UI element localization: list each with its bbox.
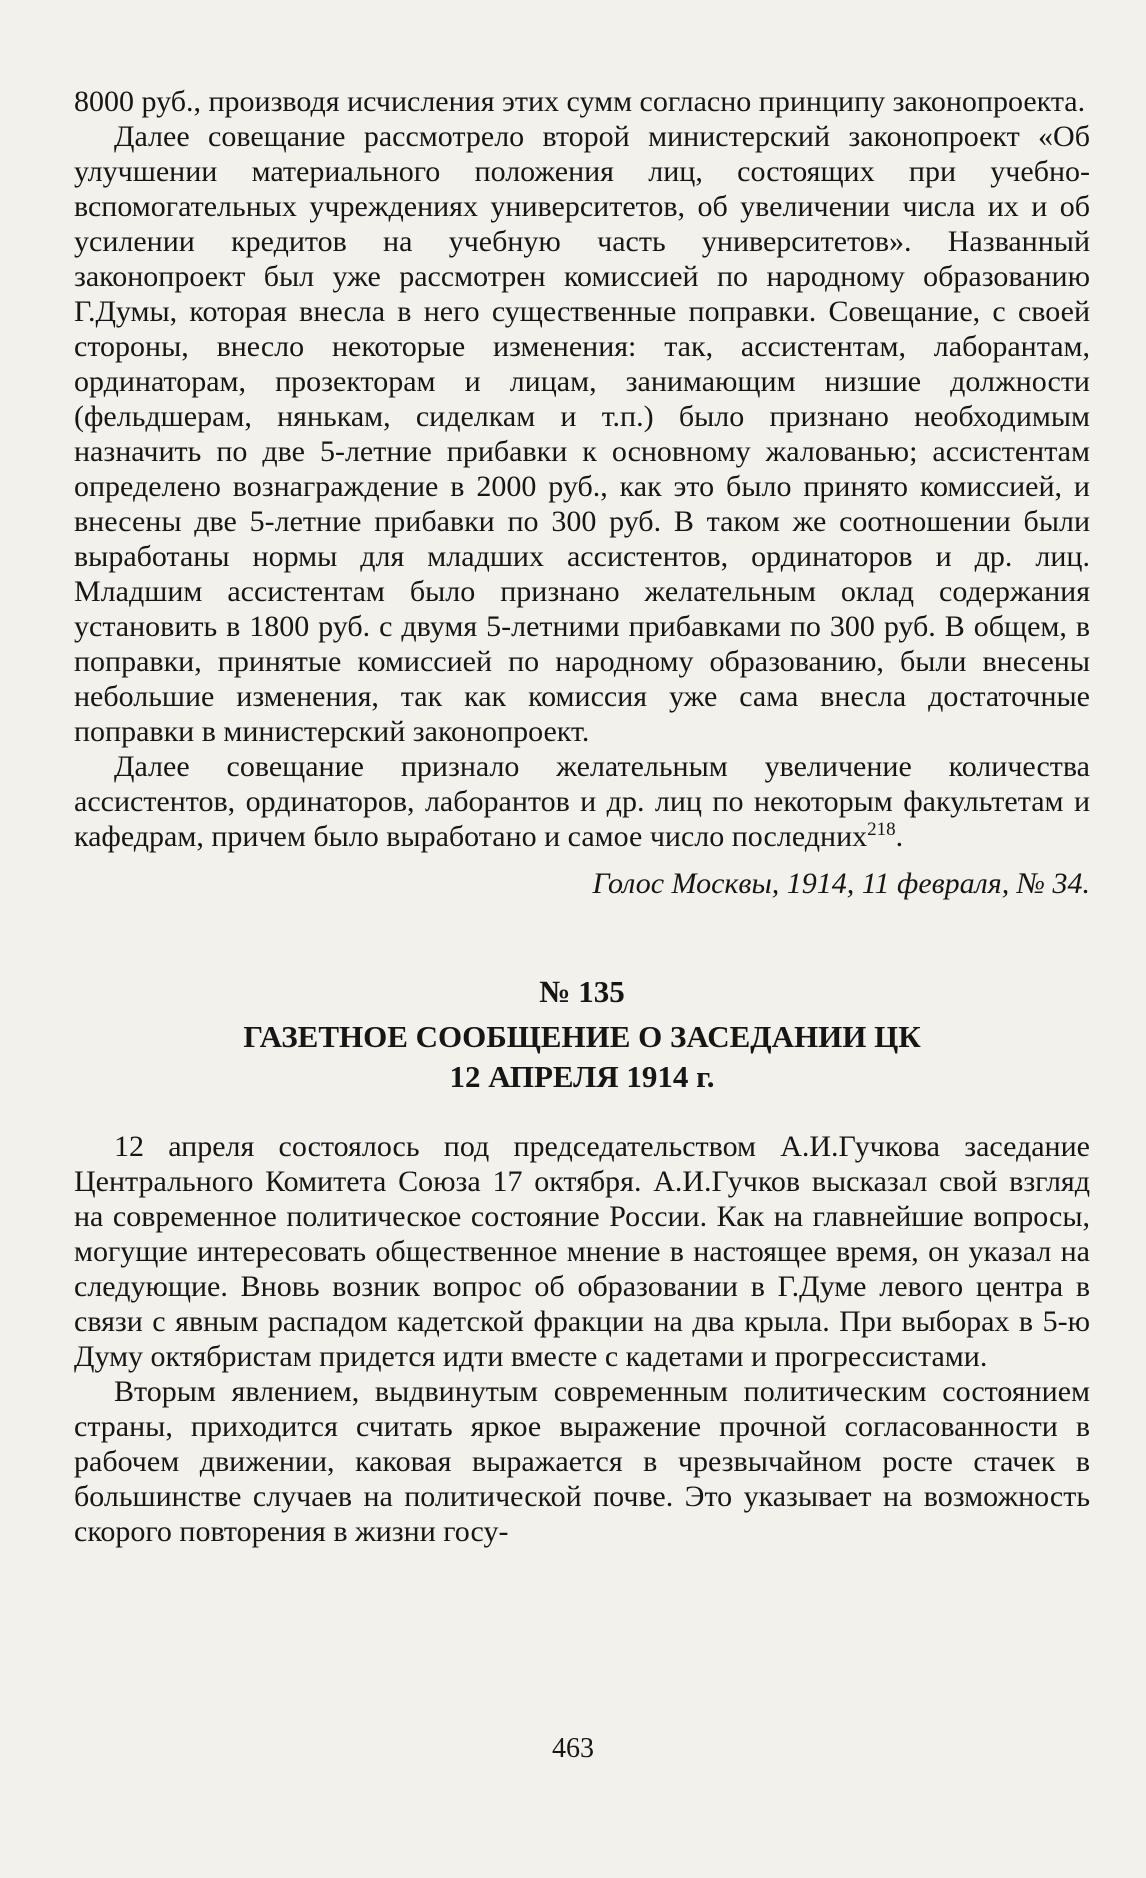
paragraph: Далее совещание рассмотрело второй министерский законопроект «Об улучшении материального положения лиц, состоящих при учебно-вспомогательных учреждениях университетов, об увеличении числа их и об усилении кредитов на учебную часть университетов». Названный законопроект был уже рассмотрен комиссией по народному образованию Г.Думы, которая внесла в него существенные поправки. Совещание, с своей стороны, внесло некоторые изменения: так, ассистентам, лаборантам, ординаторам, прозекторам и лицам, занимающим низшие должности (фельдшерам, нянькам, сиделкам и т.п.) было признано необходимым назначить по две 5-летние прибавки к основному жалованью; ассистентам определено вознаграждение в 2000 руб., как это было принято комиссией, и внесены две 5-летние прибавки по 300 руб. В таком же соотношении были выработаны нормы для младших ассистентов, ординаторов и др. лиц. Младшим ассистентам было признано желательным оклад содержания установить в 1800 руб. с двумя 5-летними прибавками по 300 руб. В общем, в поправки, принятые комиссией по народному образованию, были внесены небольшие изменения, так как комиссия уже сама внесла достаточные поправки в министерский законопроект. [74, 120, 1090, 748]
spacer [74, 1097, 1090, 1129]
source-citation: Голос Москвы, 1914, 11 февраля, № 34. [592, 867, 1090, 900]
document-title-line: ГАЗЕТНОЕ СООБЩЕНИЕ О ЗАСЕДАНИИ ЦК [243, 1019, 921, 1054]
paragraph-with-footnote [74, 749, 1090, 854]
document-title [74, 1017, 1090, 1097]
page-number: 463 [552, 1733, 594, 1764]
paragraph: 12 апреля состоялось под председательством А.И.Гучкова заседание Центрального Комитета Союза 17 октября. А.И.Гучков высказал свой взгляд на современное политическое состояние России. Как на главнейшие вопросы, могущие интересовать общественное мнение в настоящее время, он указал на следующие. Вновь возник вопрос об образовании в Г.Думе левого центра в связи с явным распадом кадетской фракции на два крыла. При выборах в 5-ю Думу октябристам придется идти вместе с кадетами и прогрессистами. [74, 1130, 1090, 1373]
paragraph: Вторым явлением, выдвинутым современным политическим состоянием страны, приходится считать яркое выражение прочной согласованности в рабочем движении, каковая выражается в чрезвычайном росте стачек в большинстве случаев на политической почве. Это указывает на возможность скорого повторения в жизни госу- [74, 1375, 1090, 1548]
document-number: № 135 [539, 974, 625, 1009]
footnote-reference: 218 [867, 819, 896, 840]
page-body [74, 84, 1090, 1549]
paragraph-end: . [895, 820, 904, 853]
document-title-date: 12 АПРЕЛЯ 1914 г. [449, 1059, 715, 1094]
paragraph: 8000 руб., производя исчисления этих сумм согласно принципу законопроекта. [74, 85, 1086, 118]
paragraph-text: Далее совещание признало желательным увеличение количества ассистентов, ординаторов, лаборантов и др. лиц по некоторым факультетам и кафедрам, причем было выработано и самое число последних [74, 750, 1090, 853]
